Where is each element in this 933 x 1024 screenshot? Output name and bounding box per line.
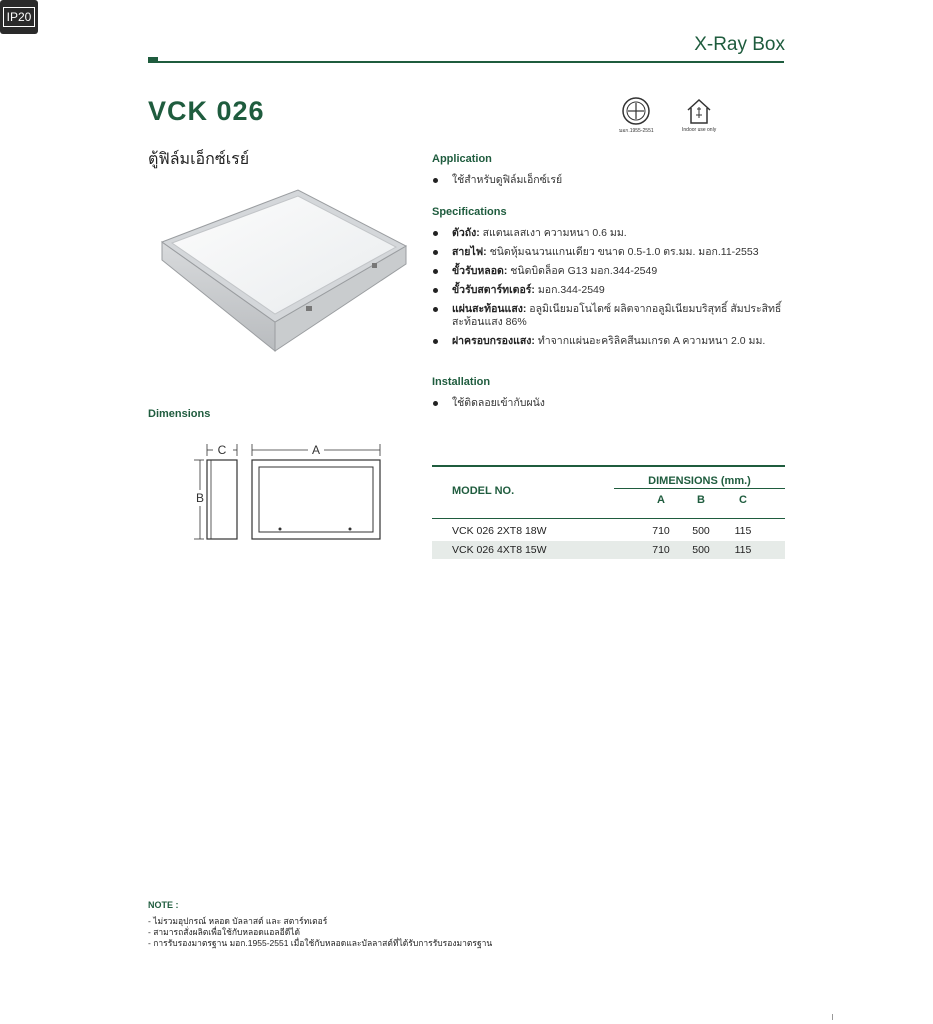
notes-list [148, 916, 492, 949]
list-item [432, 303, 787, 329]
spec-label: ฝาครอบกรองแสง: [452, 335, 535, 347]
table-header-rule [432, 518, 785, 519]
spec-text: อลูมิเนียมอโนไดซ์ ผลิตจากอลูมิเนียมบริสุทธิ์ สัมประสิทธิ์สะท้อนแสง 86% [452, 303, 782, 328]
spec-text: สแตนเลสเงา ความหนา 0.6 มม. [479, 227, 627, 239]
ip-rating-label: IP20 [3, 7, 36, 27]
cell-model: VCK 026 2XT8 18W [452, 525, 547, 537]
spec-label: แผ่นสะท้อนแสง: [452, 303, 527, 315]
indoor-caption: Indoor use only [682, 127, 717, 133]
cell-a: 710 [652, 544, 670, 556]
spec-text: ชนิดหุ้มฉนวนแกนเดียว ขนาด 0.5-1.0 ตร.มม. มอก.11-2553 [486, 246, 759, 258]
cell-a: 710 [652, 525, 670, 537]
indoor-house-icon [684, 96, 714, 126]
model-title: VCK 026 [148, 96, 265, 126]
note-item: - สามารถสั่งผลิตเพื่อใช้กับหลอดแอลอีดีได้ [148, 927, 492, 938]
note-heading: NOTE : [148, 900, 179, 910]
list-item: ใช้ติดลอยเข้ากับผนัง [432, 397, 787, 410]
note-item: - การรับรองมาตรฐาน มอก.1955-2551 เมื่อใช้กับหลอดและบัลลาสต์ที่ได้รับการรับรองมาตรฐาน [148, 938, 492, 949]
spec-text: มอก.344-2549 [534, 284, 605, 296]
column-header-b: B [697, 494, 705, 506]
column-header-c: C [739, 494, 747, 506]
application-list [432, 174, 787, 193]
ip-rating-badge [0, 0, 38, 34]
tis-mark-icon [621, 96, 651, 126]
spec-text: ทำจากแผ่นอะคริลิคสีนมเกรด A ความหนา 2.0 มม. [534, 335, 766, 347]
installation-heading: Installation [432, 376, 491, 388]
dim-label-b: B [195, 491, 205, 505]
specifications-list [432, 227, 787, 354]
dim-label-c: C [217, 443, 227, 457]
table-mid-rule [614, 488, 785, 489]
table-row [432, 541, 785, 559]
header-rule [148, 61, 784, 63]
cell-c: 115 [734, 525, 752, 537]
cell-c: 115 [734, 544, 752, 556]
spec-label: ขั้วรับหลอด: [452, 265, 508, 277]
column-header-a: A [657, 494, 665, 506]
list-item [432, 335, 787, 348]
spec-label: ตัวถัง: [452, 227, 480, 239]
product-thai-name: ตู้ฟิล์มเอ็กซ์เรย์ [148, 151, 250, 168]
application-heading: Application [432, 153, 492, 165]
table-row [432, 522, 785, 540]
table-top-rule [432, 465, 785, 467]
tis-certification [619, 96, 654, 135]
cell-b: 500 [692, 544, 710, 556]
spec-label: ขั้วรับสตาร์ทเตอร์: [452, 284, 535, 296]
list-item [432, 227, 787, 240]
tis-caption: มอก.1955-2551 [619, 128, 654, 134]
indoor-certification [682, 96, 716, 133]
dimensions-column-header: DIMENSIONS (mm.) [648, 475, 751, 487]
dimension-drawing [190, 440, 390, 550]
cell-b: 500 [692, 525, 710, 537]
list-item: ใช้สำหรับดูฟิล์มเอ็กซ์เรย์ [432, 174, 787, 187]
specifications-heading: Specifications [432, 206, 507, 218]
installation-list [432, 397, 787, 416]
list-item [432, 246, 787, 259]
spec-text: ชนิดบิดล็อค G13 มอก.344-2549 [507, 265, 658, 277]
dim-label-a: A [311, 443, 321, 457]
note-item: - ไม่รวมอุปกรณ์ หลอด บัลลาสต์ และ สตาร์ทเตอร์ [148, 916, 492, 927]
page-mark [832, 1014, 833, 1020]
product-image [160, 186, 410, 356]
dimensions-heading: Dimensions [148, 408, 211, 420]
list-item [432, 284, 787, 297]
model-column-header: MODEL NO. [452, 485, 515, 497]
category-title: X-Ray Box [694, 34, 785, 55]
list-item [432, 265, 787, 278]
cell-model: VCK 026 4XT8 15W [452, 544, 547, 556]
spec-label: สายไฟ: [452, 246, 487, 258]
